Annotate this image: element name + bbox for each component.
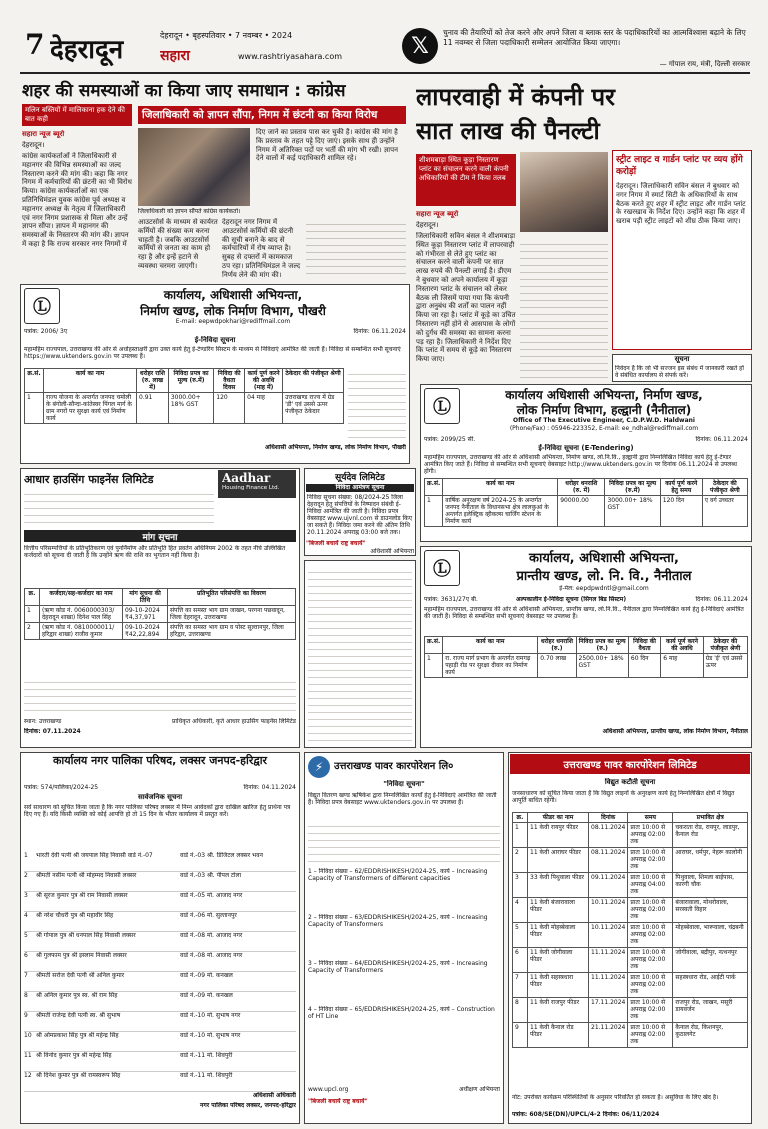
np-row-applicant: श्रीमती राजेन्द्र देवी पत्नी स्व. श्री सुभाष xyxy=(36,1012,121,1019)
upcl1-item-4: 4 – निविदा संख्या – 65/EDDRISHIKESH/2024-25, कार्य – Construction of HT Line xyxy=(308,1006,495,1020)
t3-c3: 2500.00+ 18% GST xyxy=(576,654,628,678)
aadhar-r1c3: संपत्ति का समस्त भाग ग्राम व पोस्ट सुल्तानपुर, जिला हरिद्वार, उत्तराखण्ड xyxy=(168,623,296,640)
aadhar-address xyxy=(24,488,214,528)
aadhar-h0: क्र. xyxy=(25,589,40,606)
t3-date: दिनांक: 06.11.2024 xyxy=(695,596,748,603)
t2-ref: पत्रांक: 2099/25 सी. xyxy=(424,436,476,443)
aadhar-r0c0: 1 xyxy=(25,606,40,623)
np-row-property: वार्ड नं.-09 मो. कनखल xyxy=(180,992,233,999)
upcl2-cell: 11 केवी मोहब्बेवाला फीडर xyxy=(528,923,589,948)
upcl2-cell: 4 xyxy=(513,898,528,923)
t3-ref: पत्रांक: 3631/27ए बी. xyxy=(424,596,478,603)
np-row-applicant: भारती देवी पत्नी श्री जयपाल सिंह निवासी वार्ड नं.-07 xyxy=(36,852,153,859)
upcl2-intro: जनसाधारण को सूचित किया जाता है कि विद्युत लाइनों के अनुरक्षण कार्य हेतु निम्नलिखित क्षेत्रों में विद्युत आपूर्ति बाधित रहेगी। xyxy=(512,790,735,804)
t3-intro: महामहिम राज्यपाल, उत्तराखण्ड की ओर से अधिशासी अभियन्ता, प्रान्तीय खण्ड, लो.नि.वि., नैनीताल द्वारा निम्नलिखित कार्य हेतु ई-निविदाएं आमंत्रित की जाती हैं। निविदा से सम्बन्धित सभी सूचनाएं वेबसाइट पर उपलब्ध हैं। xyxy=(424,606,744,620)
upcl2-cell: 17.11.2024 xyxy=(589,998,628,1023)
np-applicant-list xyxy=(24,852,296,1088)
t3-signature: अधिशासी अभियन्ता, प्रान्तीय खण्ड, लोक निर्माण विभाग, नैनीताल xyxy=(602,728,748,735)
t1-header-row xyxy=(25,369,344,393)
np-row-property: वार्ड नं.-05 मो. आजाद नगर xyxy=(180,892,243,899)
t3-h3: निविदा प्रपत्र का मूल्य (रु.) xyxy=(576,637,628,654)
np-row-applicant: श्री दिनेश कुमार पुत्र श्री रामस्वरूप सिंह xyxy=(36,1072,121,1079)
np-row-no: 2 xyxy=(24,872,28,879)
list-item xyxy=(24,1032,296,1052)
t2-intro: महामहिम राज्यपाल, उत्तराखण्ड की ओर से अधिशासी अभियन्ता, निर्माण खण्ड, लो.नि.वि., हल्द्वानी द्वारा निम्नलिखित निविदा कार्य हेतु ई-टेण्डर आमंत्रित किए जाते हैं। निविदा से सम्बन्धित सभी सूचनाएं वेबसाइट http://www.uktenders.gov.in पर दिनांक 06.11.2024 से उपलब्ध होंगी। xyxy=(424,454,737,475)
np-row-applicant: श्री विनोद कुमार पुत्र श्री महेन्द्र सिंह xyxy=(36,1052,112,1059)
list-item xyxy=(24,932,296,952)
upcl2-cell: 33 केवी पिथुवाला फीडर xyxy=(528,873,589,898)
t2-table xyxy=(424,478,748,527)
pwd-emblem-icon: Ⓛ xyxy=(24,288,60,324)
right-story-body-1: जिलाधिकारी सविन बंसल ने शीशमबाड़ा स्थित कूड़ा निस्तारण प्लांट में लापरवाही को गंभीरता से लेते हुए प्लांट का संचालन करने वाली कंपनी पर सात लाख रुपये की पैनल्टी लगाई है। डीएम ने बुधवार को अपने कार्यालय में कूड़ा निस्तारण प्लांट के संचालन को लेकर बैठक ली जिसमें पाया गया कि कंपनी द्वारा अनुबंध की शर्तों का पालन नहीं किया जा रहा है। प्लांट में कूड़े का उचित निस्तारण नहीं होने से आसपास के लोगों को दुर्गंध की समस्या का सामना करना पड़ रहा है। जिलाधिकारी ने निर्देश दिए कि प्लांट में समय से कूड़े का निस्तारण किया जाए। xyxy=(416,232,516,364)
upcl1-footer: अधीक्षण अभियन्ता xyxy=(458,1086,500,1093)
table-row xyxy=(25,393,344,424)
notice-body: निवेदन है कि जो भी सज्जन इस संबंध में जानकारी रखते हों वे संबंधित कार्यालय से संपर्क करें। xyxy=(615,365,744,379)
ujvn-tender-lines xyxy=(308,566,412,744)
x-quote-attribution: — गोपाल राय, मंत्री, दिल्ली सरकार xyxy=(659,60,750,68)
np-row-applicant: श्री ओमप्रकाश सिंह पुत्र श्री महेन्द्र सिंह xyxy=(36,1032,119,1039)
upcl2-cell: 08.11.2024 xyxy=(589,848,628,873)
np-row-applicant: श्रीमती नसीम पत्नी श्री मोहम्मद निवासी लक्सर xyxy=(36,872,137,879)
table-row xyxy=(513,998,748,1023)
pwd-emblem-icon: Ⓛ xyxy=(424,550,460,586)
suryadev-body: निविदा सूचना संख्या: 08/2024-25 जिला देहरादून हेतु संपत्तियों के निष्पादन संबंधी ई-निविदा आमंत्रित की जाती है। निविदा प्रपत्र वेबसाइट www.ujvnl.com से डाउनलोड किए जा सकते हैं। निविदा जमा करने की अंतिम तिथि 20.11.2024 अपराह्न 03:00 बजे तक। xyxy=(307,494,413,536)
t3-table xyxy=(424,636,748,678)
upcl2-cell: कैनाल रोड, किशनपुर, कुठालगेट xyxy=(673,1023,748,1048)
t2-h2: धरोहर धनराशि (रु. में) xyxy=(558,479,605,496)
upcl2-cell: 11 केवी सहस्त्रधारा फीडर xyxy=(528,973,589,998)
upcl2-table xyxy=(512,812,748,1048)
upcl2-cell: 10.11.2024 xyxy=(589,923,628,948)
right-dateline: देहरादून। xyxy=(416,221,439,229)
t2-date: दिनांक: 06.11.2024 xyxy=(695,436,748,443)
t1-h4: निविदा की वैधता दिवस xyxy=(214,369,245,393)
t1-c6: उत्तराखण्ड राज्य में ग्रेड 'डी' एवं उससे ऊपर पंजीकृत ठेकेदार xyxy=(283,393,344,424)
np-row-property: वार्ड नं.-08 मो. आजाद नगर xyxy=(180,952,243,959)
date-line: देहरादून • बृहस्पतिवार • 7 नवम्बर • 2024 xyxy=(160,31,293,40)
right-kicker: शीशमबाड़ा स्थित कूड़ा निस्तारण प्लांट का संचालन करने वाली कंपनी अधिकारियों की टीम ने किया तलब xyxy=(416,154,516,206)
t3-h0: क्र.सं. xyxy=(425,637,443,654)
t2-c5: ए वर्ग उच्चतर xyxy=(702,496,747,527)
t3-email: ई-मेल: eepdpwdntl@gmail.com xyxy=(559,585,649,592)
upcl1-website: www.upcl.org xyxy=(308,1086,349,1093)
mid-col2: देहरादून नगर निगम में आउटसोर्स कर्मियों की छंटनी की सूची बनाने के बाद से कर्मचारियों में रोष व्याप्त है। सुबह से दफ्तरों में कामकाज ठप रहा। प्रतिनिधिमंडल ने जल्द निर्णय लेने की मांग की। xyxy=(222,218,301,279)
t1-h2: धरोहर राशि (रु. लाख में) xyxy=(137,369,169,393)
side-box-head: स्ट्रीट लाइट व गार्डन प्लांट पर व्यय होंगे करोड़ों xyxy=(616,155,743,177)
x-quote: चुनाव की तैयारियों को तेज करने और अपने जिला व ब्लाक स्तर के पदाधिकारियों का आत्मविश्वास बढ़ाने के लिए 11 नवम्बर से जिला पदाधिकारी सम्मेलन आयोजित किया जाएगा। xyxy=(443,28,746,47)
left-story-body: कांग्रेस कार्यकर्ताओं ने जिलाधिकारी से महानगर की विभिन्न समस्याओं का जल्द निस्तारण करने की मांग की। कहा कि नगर निगम में कर्मचारियों की छंटनी का भी विरोध किया। कांग्रेस कार्यकर्ताओं का एक प्रतिनिधिमंडल युवक कांग्रेस पूर्व अध्यक्ष व महानगर अध्यक्ष के नेतृत्व में जिलाधिकारी एवं नगर निगम प्रशासक से मिला और उन्हें ज्ञापन सौंपा। ज्ञापन में महानगर की समस्याओं के निस्तारण की मांग की। ज्ञापन में कहा है कि राज्य सरकार नगर निगमों में xyxy=(22,152,132,248)
table-row xyxy=(425,654,748,678)
t3-title: कार्यालय, अधिशासी अभियन्ता, xyxy=(529,551,679,566)
mid-text-continued xyxy=(306,218,406,280)
t1-c3: 3000.00+ 18% GST xyxy=(168,393,213,424)
np-row-no: 12 xyxy=(24,1072,32,1079)
t1-title: कार्यालय, अधिशासी अभियन्ता, xyxy=(163,288,303,302)
suryadev-footer: अधिशासी अभियन्ता xyxy=(370,548,414,555)
np-row-property: वार्ड नं.-11 मो. शिवपुरी xyxy=(180,1052,233,1059)
table-row xyxy=(513,848,748,873)
left-dateline: देहरादून। xyxy=(22,141,45,149)
np-row-applicant: श्री सूरज कुमार पुत्र श्री राम निवासी लक्सर xyxy=(36,892,128,899)
upcl2-cell: 11.11.2024 xyxy=(589,973,628,998)
table-row xyxy=(513,948,748,973)
upcl2-title: उत्तराखण्ड पावर कारपोरेशन लिमिटेड xyxy=(563,760,697,771)
t1-signature: अधिशासी अभियन्ता, निर्माण खण्ड, लोक निर्माण विभाग, पौखरी xyxy=(264,444,406,451)
list-item xyxy=(24,992,296,1012)
protest-photo xyxy=(138,128,250,206)
upcl-logo-icon: ⚡ xyxy=(308,756,330,778)
upcl2-cell: 11 केवी बंजारावाला फीडर xyxy=(528,898,589,923)
np-row-applicant: श्री गुलफाम पुत्र श्री इस्लाम निवासी लक्सर xyxy=(36,952,127,959)
mid-col1: आउटसोर्स के माध्यम से कार्यरत कर्मियों की संख्या कम करना चाहती है। जबकि आउटसोर्स कर्मियों से जनता का काम हो रहा है और इन्हें हटाने से व्यवस्था चरमरा जाएगी। xyxy=(138,218,218,270)
upcl2-cell: 11 केवी आराघर फीडर xyxy=(528,848,589,873)
upcl2-cell: 8 xyxy=(513,998,528,1023)
np-row-property: वार्ड नं.-08 मो. आजाद नगर xyxy=(180,932,243,939)
upcl2-subtitle: विद्युत कटौती सूचना xyxy=(604,778,656,786)
aadhar-r0c1: (ऋण कोड नं. 0060000303/ देहरादून शाखा) दिनेश पाल सिंह xyxy=(40,606,123,623)
list-item xyxy=(24,1012,296,1032)
aadhar-r0c2: 09-10-2024 ₹4,37,971 xyxy=(123,606,168,623)
upcl2-cell: प्रातः 10:00 से अपराह्न 04:00 तक xyxy=(628,873,673,898)
table-row xyxy=(513,1023,748,1048)
t1-h3: निविदा प्रपत्र का मूल्य (रु.में) xyxy=(168,369,213,393)
t2-c3: 3000.00+ 18% GST xyxy=(605,496,660,527)
np-signature: अधिशासी अधिकारी xyxy=(252,1092,296,1099)
upcl2-cell: मोहब्बेवाला, भारूवाला, चंद्रबनी xyxy=(673,923,748,948)
left-kicker: मलिन बस्तियों में मालिकाना हक देने की बात कही xyxy=(22,104,132,126)
t1-c1: राज्य योजना के अन्तर्गत जनपद चमोली के बंगोली-सौन्दा-कांतेस्वर पिंगल मार्ग के ग्राम नगरों पर सुरक्षा कार्य एवं निर्माण कार्य xyxy=(44,393,137,424)
upcl2-cell: सहस्त्रधारा रोड, आईटी पार्क xyxy=(673,973,748,998)
np-row-no: 1 xyxy=(24,852,28,859)
t3-h2: धरोहर धनराशि (रु.) xyxy=(538,637,576,654)
upcl2-cell: 7 xyxy=(513,973,528,998)
upcl2-cell: 2 xyxy=(513,848,528,873)
np-row-property: वार्ड नं.-09 मो. कनखल xyxy=(180,972,233,979)
np-row-no: 7 xyxy=(24,972,28,979)
upcl2-cell: प्रातः 10:00 से अपराह्न 02:00 तक xyxy=(628,848,673,873)
np-row-applicant: श्री गोपाल पुत्र श्री धनपाल सिंह निवासी लक्सर xyxy=(36,932,136,939)
aadhar-h3: प्रतिभूतित परिसंपत्ति का विवरण xyxy=(168,589,296,606)
aadhar-table xyxy=(24,588,296,640)
aadhar-title: आधार हाउसिंग फाइनेंस लिमिटेड xyxy=(24,473,154,486)
t1-ref: पत्रांक: 2006/ 3ए xyxy=(24,328,68,335)
t1-h1: कार्य का नाम xyxy=(44,369,137,393)
upcl1-slogan: "बिजली बचायें राष्ट्र बचायें" xyxy=(308,1098,368,1105)
t1-c0: 1 xyxy=(25,393,44,424)
np-row-no: 9 xyxy=(24,1012,28,1019)
np-row-no: 4 xyxy=(24,912,28,919)
t2-subject: ई-निविदा सूचना (E-Tendering) xyxy=(538,444,634,452)
upcl1-item-3: 3 – निविदा संख्या – 64/EDDRISHIKESH/2024-25, कार्य – Increasing Capacity of Transformers xyxy=(308,960,488,974)
list-item xyxy=(24,952,296,972)
list-item xyxy=(24,872,296,892)
np-row-no: 5 xyxy=(24,932,28,939)
page-number: 7 xyxy=(25,28,45,61)
upcl2-h3: समय xyxy=(628,813,673,823)
upcl2-cell: 11 केवी रायपुर फीडर xyxy=(528,823,589,848)
list-item xyxy=(24,892,296,912)
upcl2-ref: पत्रांक: 608/SE(DN)/UPCL/4-2 दिनांक: 06/11/2024 xyxy=(512,1111,660,1118)
t2-english: Office of The Executive Engineer, C.D.P.W.D. Haldwani xyxy=(513,417,695,424)
list-item xyxy=(24,972,296,992)
aadhar-date: दिनांक: 07.11.2024 xyxy=(24,728,81,735)
upcl2-cell: आराघर, धर्मपुर, नेहरू कालोनी xyxy=(673,848,748,873)
t3-c2: 0.70 लाख xyxy=(538,654,576,678)
upcl2-cell: 11 केवी कैनाल रोड फीडर xyxy=(528,1023,589,1048)
np-row-property: वार्ड नं.-10 मो. सुभाष नगर xyxy=(180,1032,241,1039)
upcl2-cell: 10.11.2024 xyxy=(589,898,628,923)
np-row-no: 3 xyxy=(24,892,28,899)
upcl2-cell: 09.11.2024 xyxy=(589,873,628,898)
upcl2-cell: प्रातः 10:00 से अपराह्न 02:00 तक xyxy=(628,823,673,848)
table-row xyxy=(513,973,748,998)
np-row-no: 8 xyxy=(24,992,28,999)
np-row-property: वार्ड नं.-11 मो. शिवपुरी xyxy=(180,1072,233,1079)
t1-side-text xyxy=(348,368,406,438)
upcl2-cell: चकराता रोड, रायपुर, लाडपुर, कैनाल रोड xyxy=(673,823,748,848)
masthead-rule xyxy=(20,72,750,74)
table-row xyxy=(25,606,296,623)
upcl2-cell: प्रातः 10:00 से अपराह्न 02:00 तक xyxy=(628,998,673,1023)
aadhar-signature: प्राधिकृत अधिकारी, कृते आधार हाउसिंग फाइनेंस लिमिटेड xyxy=(172,718,296,725)
upcl1-title: उत्तराखण्ड पावर कारपोरेशन लि० xyxy=(334,761,454,772)
upcl2-cell: 11 केवी जोगीवाला फीडर xyxy=(528,948,589,973)
aadhar-r1c2: 09-10-2024 ₹42,22,894 xyxy=(123,623,168,640)
upcl2-h2: दिनांक xyxy=(589,813,628,823)
t2-h0: क्र.सं. xyxy=(425,479,443,496)
upcl2-cell: जोगीवाला, बद्रीपुर, नत्थनपुर xyxy=(673,948,748,973)
website: www.rashtriyasahara.com xyxy=(238,52,343,61)
upcl2-h4: प्रभावित क्षेत्र xyxy=(673,813,748,823)
np-row-property: वार्ड नं.-03 श्री. पीपल टोला xyxy=(180,872,242,879)
upcl2-cell: 21.11.2024 xyxy=(589,1023,628,1048)
aadhar-logo-sub: Housing Finance Ltd. xyxy=(222,485,280,491)
upcl2-cell: पिथुवाला, शिमला बाईपास, कारगी चौक xyxy=(673,873,748,898)
suryadev-slogan: "बिजली बचायें राष्ट्र बचायें" xyxy=(306,540,366,547)
aadhar-h2: मांग सूचना की तिथि xyxy=(123,589,168,606)
np-row-no: 10 xyxy=(24,1032,32,1039)
pwd-emblem-icon: Ⓛ xyxy=(424,388,460,424)
t2-h4: कार्य पूर्ण करने हेतु समय xyxy=(660,479,702,496)
t1-c2: 0.91 xyxy=(137,393,169,424)
aadhar-header-row xyxy=(25,589,296,606)
np-row-applicant: श्री नरेश चौधरी पुत्र श्री महावीर सिंह xyxy=(36,912,114,919)
aadhar-r0c3: संपत्ति का समस्त भाग ग्राम जाखन, परगना पछवादून, जिला देहरादून, उत्तराखण्ड xyxy=(168,606,296,623)
suryadev-subtitle: निविदा आमंत्रण सूचना xyxy=(306,484,414,492)
upcl2-cell: 3 xyxy=(513,873,528,898)
upcl2-cell: 6 xyxy=(513,948,528,973)
table-row xyxy=(513,923,748,948)
t2-h3: निविदा प्रपत्र का मूल्य (रु.में) xyxy=(605,479,660,496)
upcl2-header-row xyxy=(513,813,748,823)
t3-h4: निविदा की वैधता xyxy=(628,637,660,654)
notice-title: सूचना xyxy=(674,355,690,363)
right-byline: सहारा न्यूज ब्यूरो xyxy=(416,210,459,218)
t1-c4: 120 xyxy=(214,393,245,424)
right-headline-line2: सात लाख की पैनल्टी xyxy=(416,117,600,145)
t1-subject: ई-निविदा सूचना xyxy=(194,336,236,344)
t3-h1: कार्य का नाम xyxy=(443,637,538,654)
aadhar-h1: कर्जदार/सह-कर्जदार का नाम xyxy=(40,589,123,606)
upcl2-cell: 1 xyxy=(513,823,528,848)
upcl1-subtitle: "निविदा सूचना" xyxy=(383,780,425,788)
upcl2-h1: फीडर का नाम xyxy=(528,813,589,823)
aadhar-sub: मांग सूचना xyxy=(24,530,296,542)
upcl2-cell: प्रातः 10:00 से अपराह्न 02:00 तक xyxy=(628,923,673,948)
t3-c1: रा. राज्य मार्ग प्रभाग के अन्तर्गत रामगढ़ पहाड़ी रोड पर सुरक्षा दीवार का निर्माण कार्य xyxy=(443,654,538,678)
upcl2-h0: क्र. xyxy=(513,813,528,823)
brand-logo: सहारा xyxy=(160,48,190,64)
t3-c6: ग्रेड 'ई' एवं उससे ऊपर xyxy=(703,654,747,678)
suryadev-title: सूर्यदेव लिमिटेड xyxy=(335,473,385,482)
upcl2-cell: 9 xyxy=(513,1023,528,1048)
t1-email: E-mail: eepwdpokhari@rediffmail.com xyxy=(175,318,291,325)
t3-c4: 60 दिन xyxy=(628,654,660,678)
aadhar-note xyxy=(24,676,296,714)
upcl2-cell: प्रातः 10:00 से अपराह्न 02:00 तक xyxy=(628,898,673,923)
t3-c5: 6 माह xyxy=(661,654,704,678)
t1-h5: कार्य पूर्ण करने की अवधि (माह में) xyxy=(245,369,283,393)
t1-title2: निर्माण खण्ड, लोक निर्माण विभाग, पौखरी xyxy=(140,304,326,318)
t2-phone: (Phone/Fax) : 05946-223352, E-mail: ee_ndhal@rediffmail.com xyxy=(509,425,699,432)
upcl2-cell: 5 xyxy=(513,923,528,948)
t3-title2: प्रान्तीय खण्ड, लो. नि. वि., नैनीताल xyxy=(516,569,692,584)
np-row-applicant: श्री अनिल कुमार पुत्र स्व. श्री राम सिंह xyxy=(36,992,118,999)
np-date: दिनांक: 04.11.2024 xyxy=(243,784,296,791)
np-row-no: 6 xyxy=(24,952,28,959)
t1-c5: 04 माह xyxy=(245,393,283,424)
t3-h6: ठेकेदार की पंजीकृत श्रेणी xyxy=(703,637,747,654)
list-item xyxy=(24,852,296,872)
upcl2-cell: राजपुर रोड, जाखन, मसूरी डायवर्जन xyxy=(673,998,748,1023)
np-row-property: वार्ड नं.-03 श्री. डिजिटल लक्सर भवन xyxy=(180,852,263,859)
table-row xyxy=(25,623,296,640)
dm-photo xyxy=(520,152,608,232)
t3-c0: 1 xyxy=(425,654,443,678)
aadhar-intro: वित्तीय परिसम्पत्तियों के प्रतिभूतिकरण एवं पुनर्निर्माण और प्रतिभूति हित प्रवर्तन अधिनियम 2002 के तहत नीचे उल्लिखित कर्जदारों को सूचना दी जाती है कि उन्होंने ऋण की राशि का भुगतान नहीं किया है। xyxy=(24,545,286,559)
photo-caption: जिलाधिकारी को ज्ञापन सौंपते कांग्रेस कार्यकर्ता। xyxy=(138,208,241,215)
upcl2-footer: नोट: उपरोक्त कार्यक्रम परिस्थितियों के अनुसार परिवर्तित हो सकता है। असुविधा के लिए खेद है। xyxy=(512,1094,719,1101)
mid-col3: दिए जाने का प्रस्ताव पास कर चुकी है। कांग्रेस की मांग है कि प्रस्ताव के तहत पट्टे दिए जाएं। इसके साथ ही उन्होंने निगम में अतिरिक्त पदों पर भर्ती की मांग भी रखी। ज्ञापन देने वालों में कई पदाधिकारी शामिल रहे। xyxy=(256,128,398,163)
t2-header-row xyxy=(425,479,748,496)
aadhar-r1c1: (ऋण कोड नं. 0810000011/ हरिद्वार शाखा) राजीव कुमार xyxy=(40,623,123,640)
list-item xyxy=(24,912,296,932)
table-row xyxy=(513,823,748,848)
t2-h1: कार्य का नाम xyxy=(443,479,558,496)
t2-title2: लोक निर्माण विभाग, हल्द्वानी (नैनीताल) xyxy=(516,403,692,417)
np-row-property: वार्ड नं.-06 मो. सुल्तानपुर xyxy=(180,912,237,919)
table-row xyxy=(513,898,748,923)
np-row-no: 11 xyxy=(24,1052,32,1059)
t1-h0: क्र.सं. xyxy=(25,369,44,393)
aadhar-logo xyxy=(218,470,296,498)
upcl2-cell: प्रातः 10:00 से अपराह्न 02:00 तक xyxy=(628,973,673,998)
t3-header-row xyxy=(425,637,748,654)
t2-c1: वार्षिक अनुरक्षण वर्ष 2024-25 के अन्तर्गत जनपद नैनीताल के विधानसभा क्षेत्र लालकुआं के अन्तर्गत इलेक्ट्रिक व्हीकल्स चार्जिंग स्टेशन के निर्माण कार्य xyxy=(443,496,558,527)
x-logo-icon: 𝕏 xyxy=(402,28,438,64)
upcl1-body-lines xyxy=(308,820,500,864)
left-headline: शहर की समस्याओं का किया जाए समाधान : कांग्रेस xyxy=(22,81,346,100)
t2-title: कार्यालय अधिशासी अभियन्ता, निर्माण खण्ड, xyxy=(505,388,703,402)
np-ref: पत्रांक: 574/पालिका/2024-25 xyxy=(24,784,99,791)
upcl2-cell: 11.11.2024 xyxy=(589,948,628,973)
aadhar-r1c0: 2 xyxy=(25,623,40,640)
t1-date: दिनांक: 06.11.2024 xyxy=(353,328,406,335)
t2-c0: 1 xyxy=(425,496,443,527)
t2-h5: ठेकेदार की पंजीकृत श्रेणी xyxy=(702,479,747,496)
np-row-property: वार्ड नं.-10 मो. सुभाष नगर xyxy=(180,1012,241,1019)
left-byline: सहारा न्यूज ब्यूरो xyxy=(22,130,65,138)
upcl1-item-1: 1 – निविदा संख्या – 62/EDDRISHIKESH/2024-25, कार्य – Increasing Capacity of Transformers of different capacities xyxy=(308,868,488,882)
t1-h6: ठेकेदार की पंजीकृत श्रेणी xyxy=(283,369,344,393)
upcl1-item-2: 2 – निविदा संख्या – 63/EDDRISHIKESH/2024-25, कार्य – Increasing Capacity of Transformers xyxy=(308,914,488,928)
np-subject: सार्वजनिक सूचना xyxy=(137,793,183,801)
table-row xyxy=(513,873,748,898)
upcl2-cell: 11 केवी राजपुर फीडर xyxy=(528,998,589,1023)
upcl2-cell: प्रातः 10:00 से अपराह्न 02:00 तक xyxy=(628,948,673,973)
mid-headline: जिलाधिकारी को ज्ञापन सौंपा, निगम में छंटनी का किया विरोध xyxy=(138,106,406,124)
table-row xyxy=(425,496,748,527)
city-title: देहरादून xyxy=(50,35,124,65)
np-intro: सर्व साधारण को सूचित किया जाता है कि नगर पालिका परिषद लक्सर में निम्न आवेदकों द्वारा दाखिल खारिज हेतु प्रार्थना पत्र दिए गए हैं। यदि किसी व्यक्ति को कोई आपत्ति हो तो 15 दिन के भीतर कार्यालय में प्रस्तुत करें। xyxy=(24,804,291,818)
t3-h5: कार्य पूर्ण करने की अवधि xyxy=(661,637,704,654)
right-story-body-2 xyxy=(520,238,608,382)
t2-c4: 120 दिन xyxy=(660,496,702,527)
right-headline-line1: लापरवाही में कंपनी पर xyxy=(416,83,615,111)
upcl2-cell: बंजारावाला, मोथरोवाला, सरस्वती विहार xyxy=(673,898,748,923)
aadhar-logo-text: Aadhar xyxy=(222,472,271,485)
side-box-body: देहरादून। जिलाधिकारी सविन बंसल ने बुधवार को नगर निगम में स्मार्ट सिटी के अधिकारियों के साथ बैठक करते हुए शहर में स्ट्रीट लाइट और गार्डन प्लांट के रखरखाव के निर्देश दिए। उन्होंने कहा कि शहर में खराब पड़ी स्ट्रीट लाइटों को शीघ्र ठीक किया जाए। xyxy=(616,182,746,226)
t2-c2: 90000.00 xyxy=(558,496,605,527)
np-title: कार्यालय नगर पालिका परिषद, लक्सर जनपद-हरिद्वार xyxy=(52,754,268,767)
aadhar-place: स्थान: उत्तराखण्ड xyxy=(24,718,62,725)
upcl2-cell: प्रातः 10:00 से अपराह्न 02:00 तक xyxy=(628,1023,673,1048)
t1-intro: महामहिम राज्यपाल, उत्तराखण्ड की ओर से अधोहस्ताक्षरी द्वारा उक्त कार्य हेतु ई-टेण्डरिंग सिस्टम के माध्यम से निविदाएं आमंत्रित की जाती हैं। निविदा से सम्बन्धित सभी सूचनाएं https://www.uktenders.gov.in पर उपलब्ध हैं। xyxy=(24,346,401,360)
list-item xyxy=(24,1052,296,1072)
list-item xyxy=(24,1072,296,1092)
np-row-applicant: श्रीमती सरोज देवी पत्नी श्री अनिल कुमार xyxy=(36,972,125,979)
upcl2-cell: 08.11.2024 xyxy=(589,823,628,848)
t1-table xyxy=(24,368,344,424)
upcl1-body: विद्युत वितरण खण्ड ऋषिकेश द्वारा निम्नलिखित कार्यों हेतु ई-निविदाएं आमंत्रित की जाती हैं। निविदा प्रपत्र वेबसाइट www.uktenders.gov.in पर उपलब्ध हैं। xyxy=(308,792,497,806)
np-signature2: नगर पालिका परिषद लक्सर, जनपद-हरिद्वार xyxy=(200,1102,296,1109)
t3-subject: अल्पकालीन ई-निविदा सूचना (सिंगल बिड सिस्टम) xyxy=(516,596,627,603)
